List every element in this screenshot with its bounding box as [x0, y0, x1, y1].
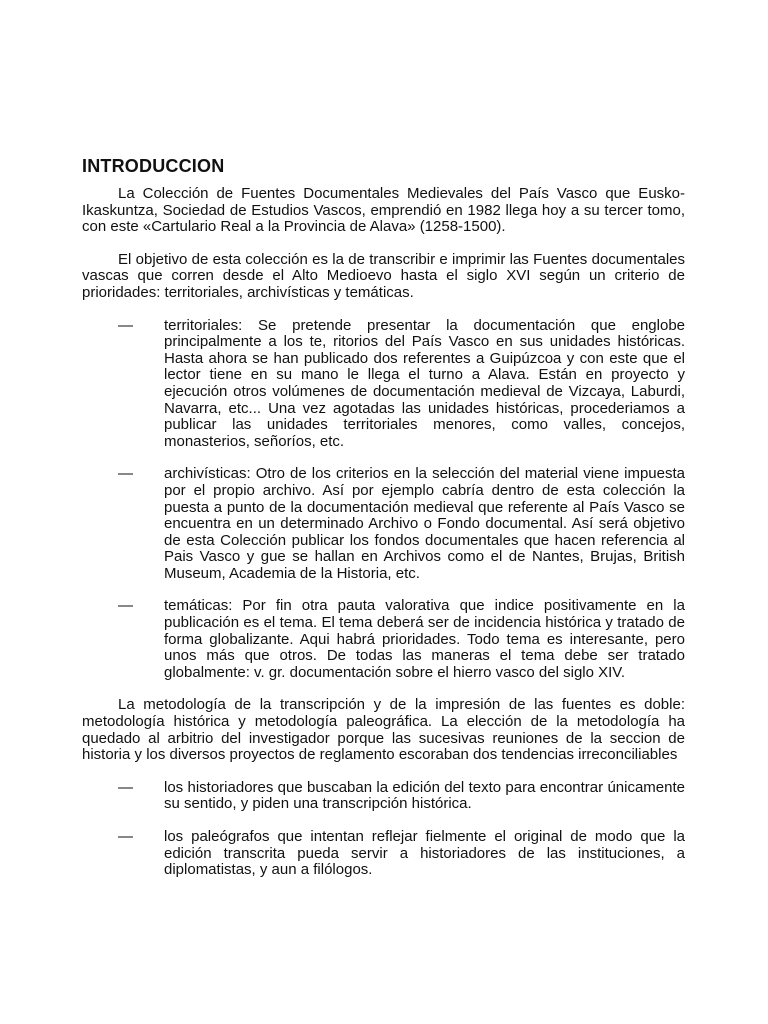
list-item-text: los paleógrafos que intentan reflejar fielmente el original de modo que la edición transcrita pueda servir a historiadores de las instituciones, a diplomatistas, y aun a filólogos.: [164, 828, 685, 879]
em-dash-bullet: —: [118, 597, 133, 615]
list-item-text: los historiadores que buscaban la edición del texto para encontrar únicamente su sentido, y piden una transcripción histórica.: [164, 778, 685, 813]
methodology-paragraph: La metodología de la transcripción y de la impresión de las fuentes es doble: metodología histórica y metodología paleográfica. La elección de la metodología ha quedado al arbitrio del investigador porque las sucesivas reuniones de la seccion de historia y los diversos proyectos de reglamento escoraban dos tendencias irreconciliables: [82, 696, 685, 764]
list-item-archivisticas: [82, 466, 685, 582]
list-item-text: territoriales: Se pretende presentar la documentación que englobe principalmente a los te, ritorios del País Vasco en sus unidades históricas. Hasta ahora se han publicado dos referentes a Guipúzcoa y con este que el lector tiene en su mano le llega el turno a Alava. Están en proyecto y ejecución otros volúmenes de documentación medieval de Vizcaya, Laburdi, Navarra, etc... Una vez agotadas las unidades históricas, procederiamos a publicar las unidades territoriales menores, como valles, concejos, monasterios, señoríos, etc.: [164, 316, 685, 450]
list-item-historiadores: [82, 780, 685, 813]
intro-paragraph: La Colección de Fuentes Documentales Medievales del País Vasco que Eusko-Ikaskuntza, Sociedad de Estudios Vascos, emprendió en 1982 llega hoy a su tercer tomo, con este «Cartulario Real a la Provincia de Alava» (1258-1500).: [82, 185, 685, 236]
list-item-paleografos: [82, 829, 685, 879]
objective-paragraph: El objetivo de esta colección es la de transcribir e imprimir las Fuentes documentales vascas que corren desde el Alto Medioevo hasta el siglo XVI según un criterio de prioridades: territoriales, archivísticas y temáticas.: [82, 250, 685, 301]
em-dash-bullet: —: [118, 316, 133, 334]
list-item-text: temáticas: Por fin otra pauta valorativa que indice positivamente en la publicación es el tema. El tema deberá ser de incidencia histórica y tratado de forma globalizante. Aqui habrá prioridades. Todo tema es interesante, pero unos más que otros. De todas las maneras el tema debe ser tratado globalmente: v. gr. documentación sobre el hierro vasco del siglo XIV.: [164, 597, 685, 681]
em-dash-bullet: —: [118, 465, 133, 483]
em-dash-bullet: —: [118, 828, 133, 845]
list-item-text: archivísticas: Otro de los criterios en la selección del material viene impuesta por el propio archivo. Así por ejemplo cabría dentro de esta colección la puesta a punto de la documentación medieval que referente al País Vasco se encuentra en un determinado Archivo o Fondo documental. Así será objetivo de esta Colección publicar los fondos documentales que hacen referencia al Pais Vasco y gue se hallan en Archivos como el de Nantes, Brujas, British Museum, Academia de la Historia, etc.: [164, 465, 685, 582]
list-item-tematicas: [82, 598, 685, 681]
em-dash-bullet: —: [118, 778, 133, 796]
document-page: [82, 154, 685, 895]
list-item-territoriales: [82, 318, 685, 451]
page-title: INTRODUCCION: [82, 156, 225, 176]
